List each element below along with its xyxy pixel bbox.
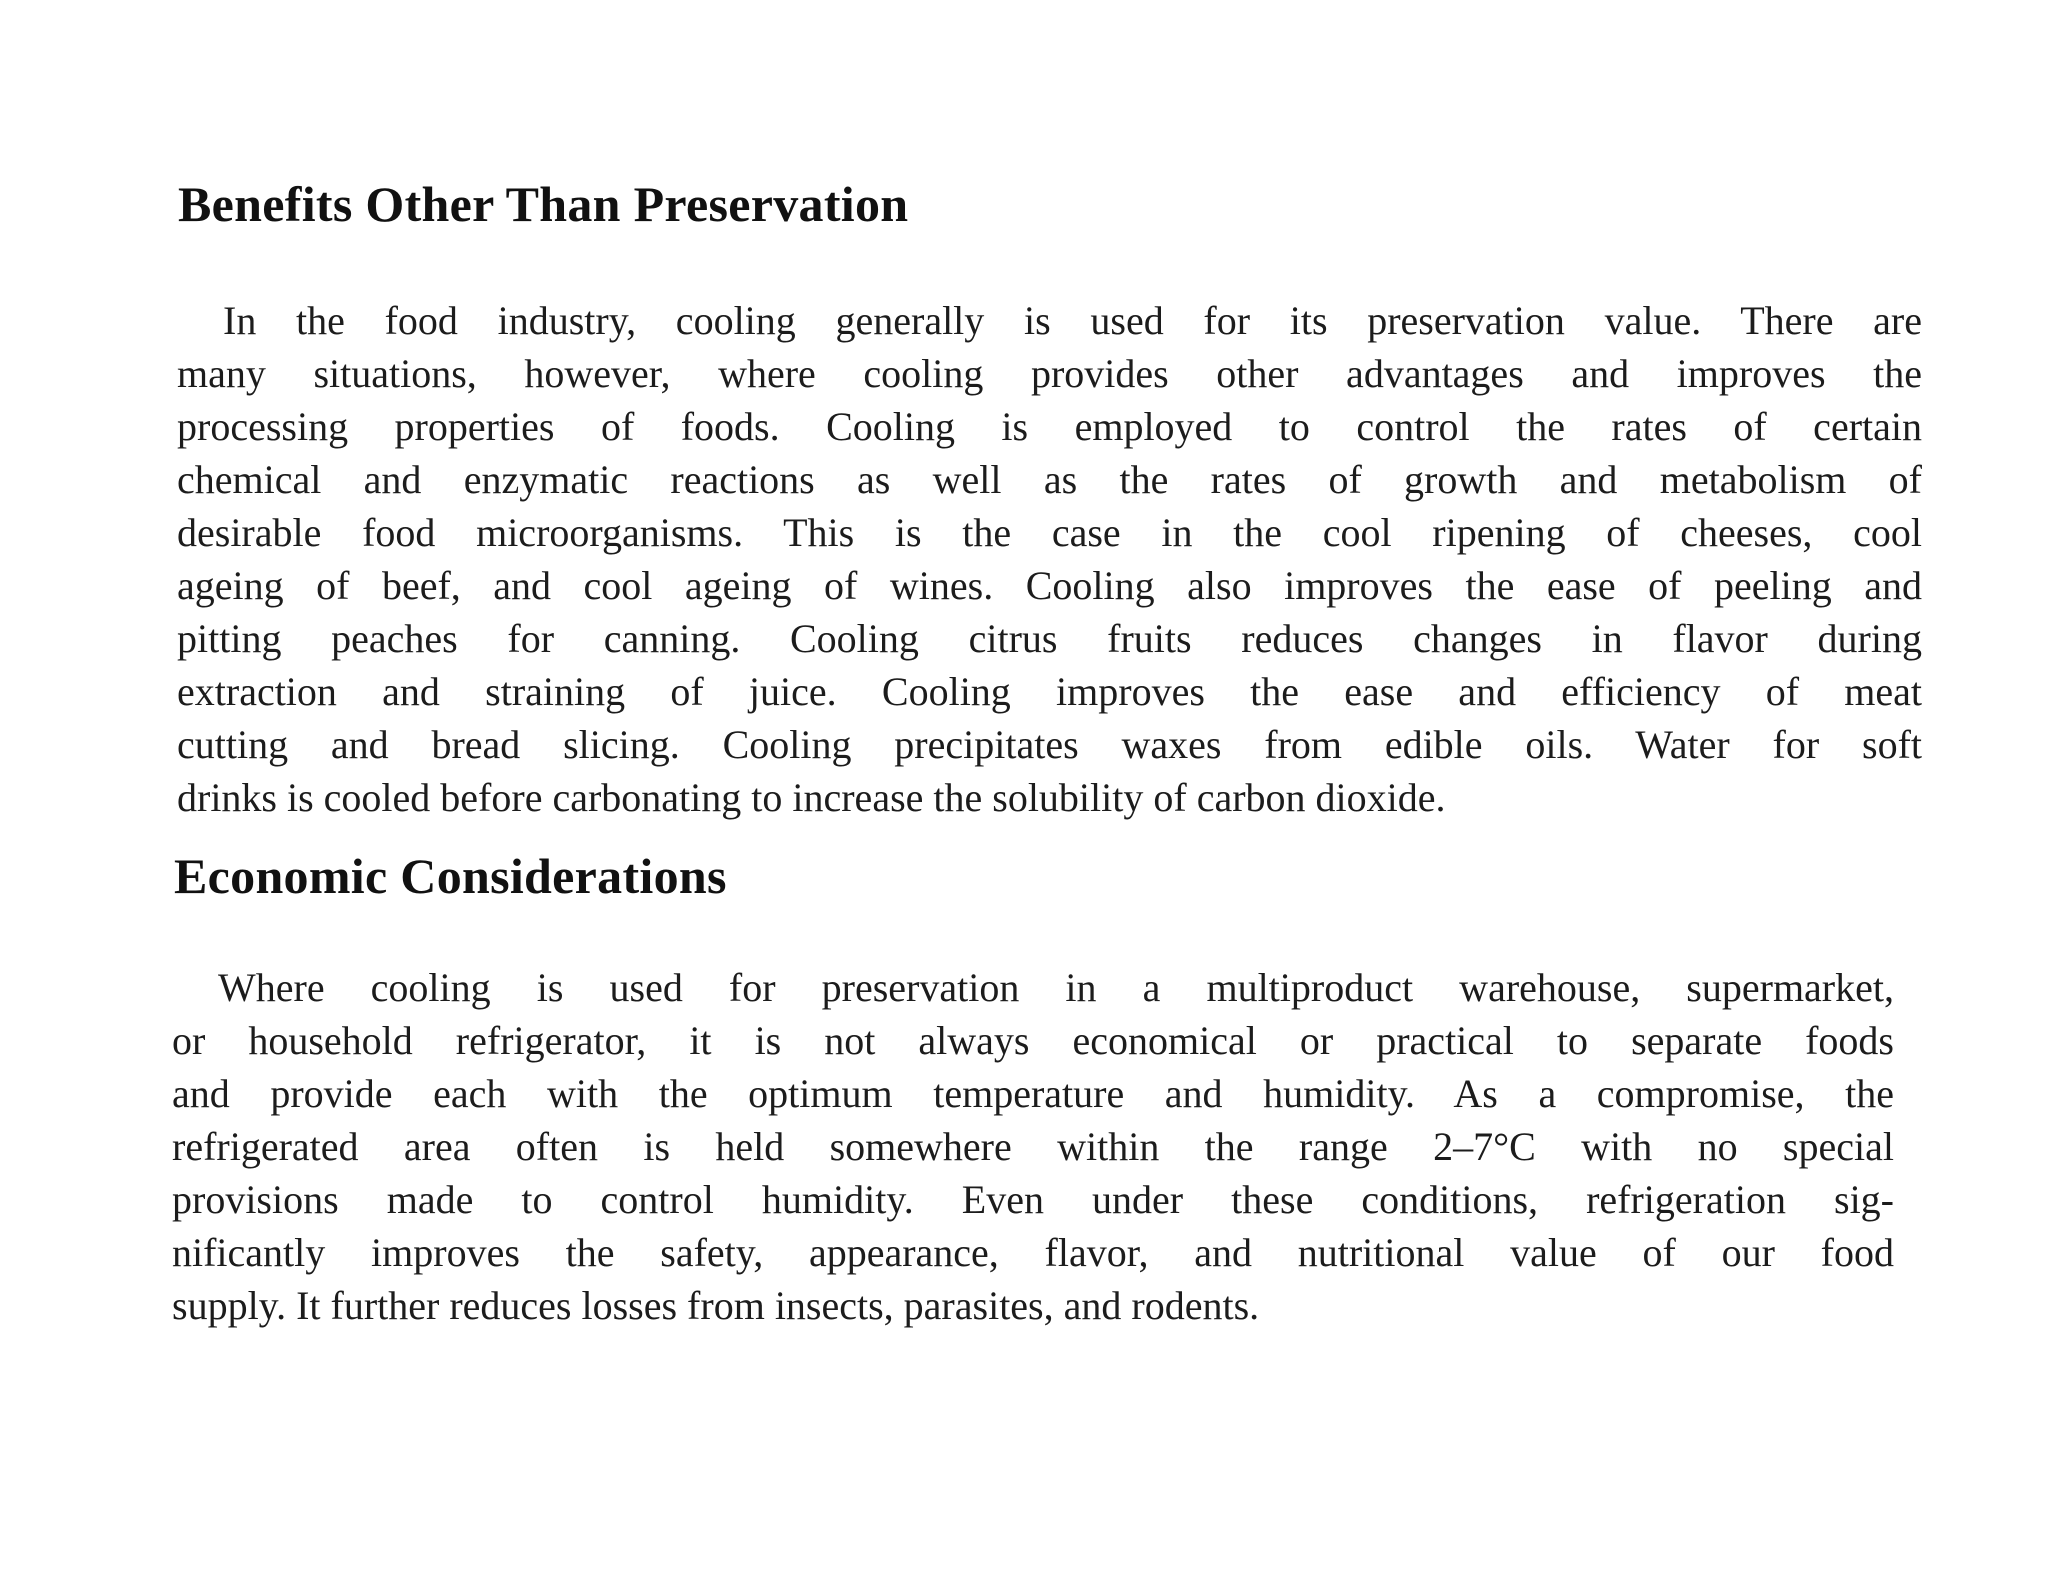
paragraph-line: refrigerated area often is held somewhere within the range 2–7°C with no special	[172, 1124, 1894, 1169]
paragraph-line: and provide each with the optimum temperature and humidity. As a compromise, the	[172, 1071, 1894, 1116]
paragraph-line: chemical and enzymatic reactions as well as the rates of growth and metabolism of	[177, 457, 1922, 502]
paragraph-line: desirable food microorganisms. This is the case in the cool ripening of cheeses, cool	[177, 510, 1922, 555]
paragraph-line: provisions made to control humidity. Even under these conditions, refrigeration sig-	[172, 1177, 1894, 1222]
paragraph-line: processing properties of foods. Cooling is employed to control the rates of certain	[177, 404, 1922, 449]
paragraph-benefits	[177, 294, 1922, 824]
section-heading-economic: Economic Considerations	[174, 848, 727, 904]
paragraph-line: In the food industry, cooling generally is used for its preservation value. There are	[223, 298, 1922, 343]
section-heading-benefits: Benefits Other Than Preservation	[178, 176, 909, 232]
paragraph-economic	[172, 961, 1894, 1332]
paragraph-line: drinks is cooled before carbonating to increase the solubility of carbon dioxide.	[177, 775, 1446, 820]
paragraph-line: supply. It further reduces losses from insects, parasites, and rodents.	[172, 1283, 1260, 1328]
paragraph-line: cutting and bread slicing. Cooling precipitates waxes from edible oils. Water for soft	[177, 722, 1922, 767]
paragraph-line: nificantly improves the safety, appearance, flavor, and nutritional value of our food	[172, 1230, 1894, 1275]
paragraph-line: or household refrigerator, it is not always economical or practical to separate foods	[172, 1018, 1894, 1063]
paragraph-line: Where cooling is used for preservation in a multiproduct warehouse, supermarket,	[218, 965, 1894, 1010]
paragraph-line: many situations, however, where cooling provides other advantages and improves the	[177, 351, 1922, 396]
paragraph-line: ageing of beef, and cool ageing of wines. Cooling also improves the ease of peeling and	[177, 563, 1922, 608]
paragraph-line: extraction and straining of juice. Cooling improves the ease and efficiency of meat	[177, 669, 1922, 714]
paragraph-line: pitting peaches for canning. Cooling citrus fruits reduces changes in flavor during	[177, 616, 1922, 661]
